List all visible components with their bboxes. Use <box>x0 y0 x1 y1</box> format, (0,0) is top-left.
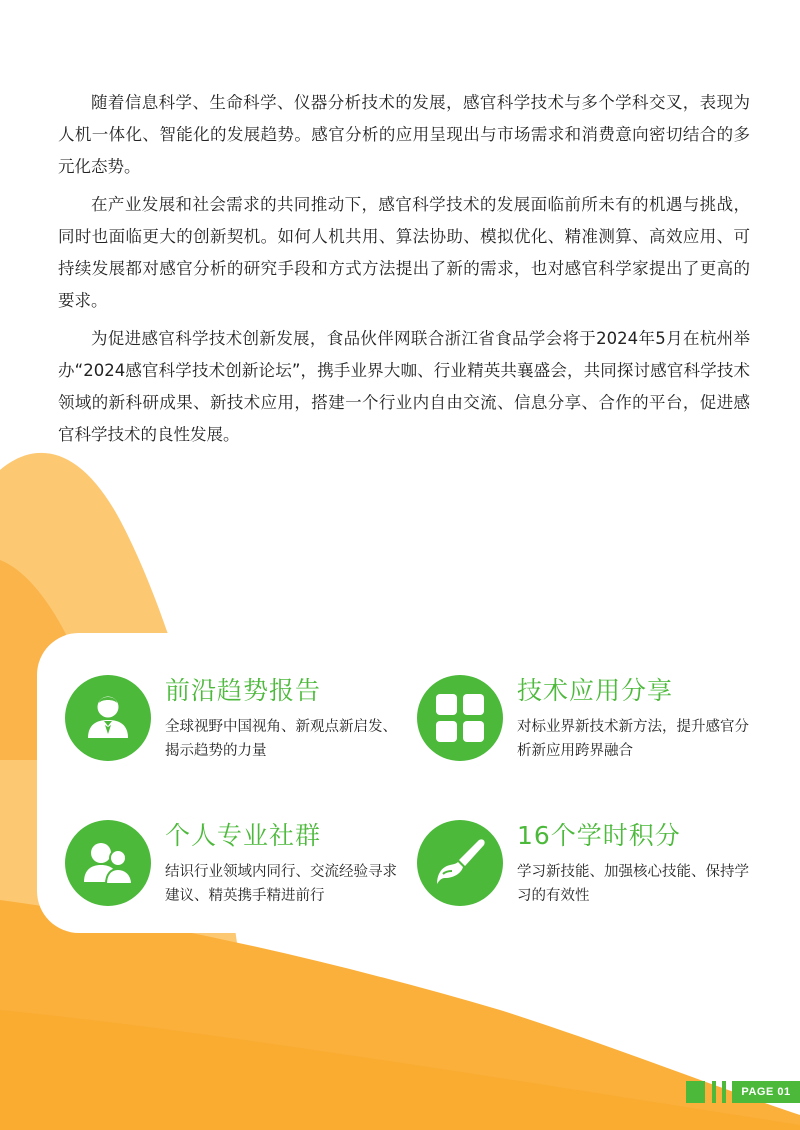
intro-paragraph-2: 在产业发展和社会需求的共同推动下，感官科学技术的发展面临前所未有的机遇与挑战，同时也面临更大的创新契机。如何人机共用、算法协助、模拟优化、精准测算、高效应用、可持续发展都对感官分析的研究手段和方式方法提出了新的需求，也对感官科学家提出了更高的要求。 <box>58 195 750 310</box>
feature-title: 16个学时积分 <box>517 821 681 850</box>
intro-text <box>58 87 750 457</box>
app-grid-icon <box>417 675 503 761</box>
presenter-icon <box>65 675 151 761</box>
feature-trend-report <box>65 675 425 785</box>
people-group-icon <box>65 820 151 906</box>
page-number-label: PAGE 01 <box>732 1081 800 1103</box>
feature-tech-share <box>417 675 777 785</box>
feature-community <box>65 820 425 930</box>
intro-paragraph-3: 为促进感官科学技术创新发展，食品伙伴网联合浙江省食品学会将于2024年5月在杭州举办“2024感官科学技术创新论坛”，携手业界大咖、行业精英共襄盛会，共同探讨感官科学技术领域的新科研成果、新技术应用，搭建一个行业内自由交流、信息分享、合作的平台，促进感官科学技术的良性发展。 <box>58 329 750 444</box>
feature-title: 技术应用分享 <box>517 676 674 705</box>
feature-desc: 结识行业领域内同行、交流经验寻求建议、精英携手精进前行 <box>165 864 397 904</box>
feature-credit-hours <box>417 820 777 930</box>
feature-title: 个人专业社群 <box>165 821 322 850</box>
feature-desc: 全球视野中国视角、新观点新启发、揭示趋势的力量 <box>165 719 397 759</box>
feature-desc: 学习新技能、加强核心技能、保持学习的有效性 <box>517 864 749 904</box>
paintbrush-icon <box>417 820 503 906</box>
feature-title: 前沿趋势报告 <box>165 676 322 705</box>
feature-desc: 对标业界新技术新方法，提升感官分析新应用跨界融合 <box>517 719 749 759</box>
intro-paragraph-1: 随着信息科学、生命科学、仪器分析技术的发展，感官科学技术与多个学科交叉，表现为人机一体化、智能化的发展趋势。感官分析的应用呈现出与市场需求和消费意向密切结合的多元化态势。 <box>58 93 750 176</box>
features-card <box>37 633 800 933</box>
